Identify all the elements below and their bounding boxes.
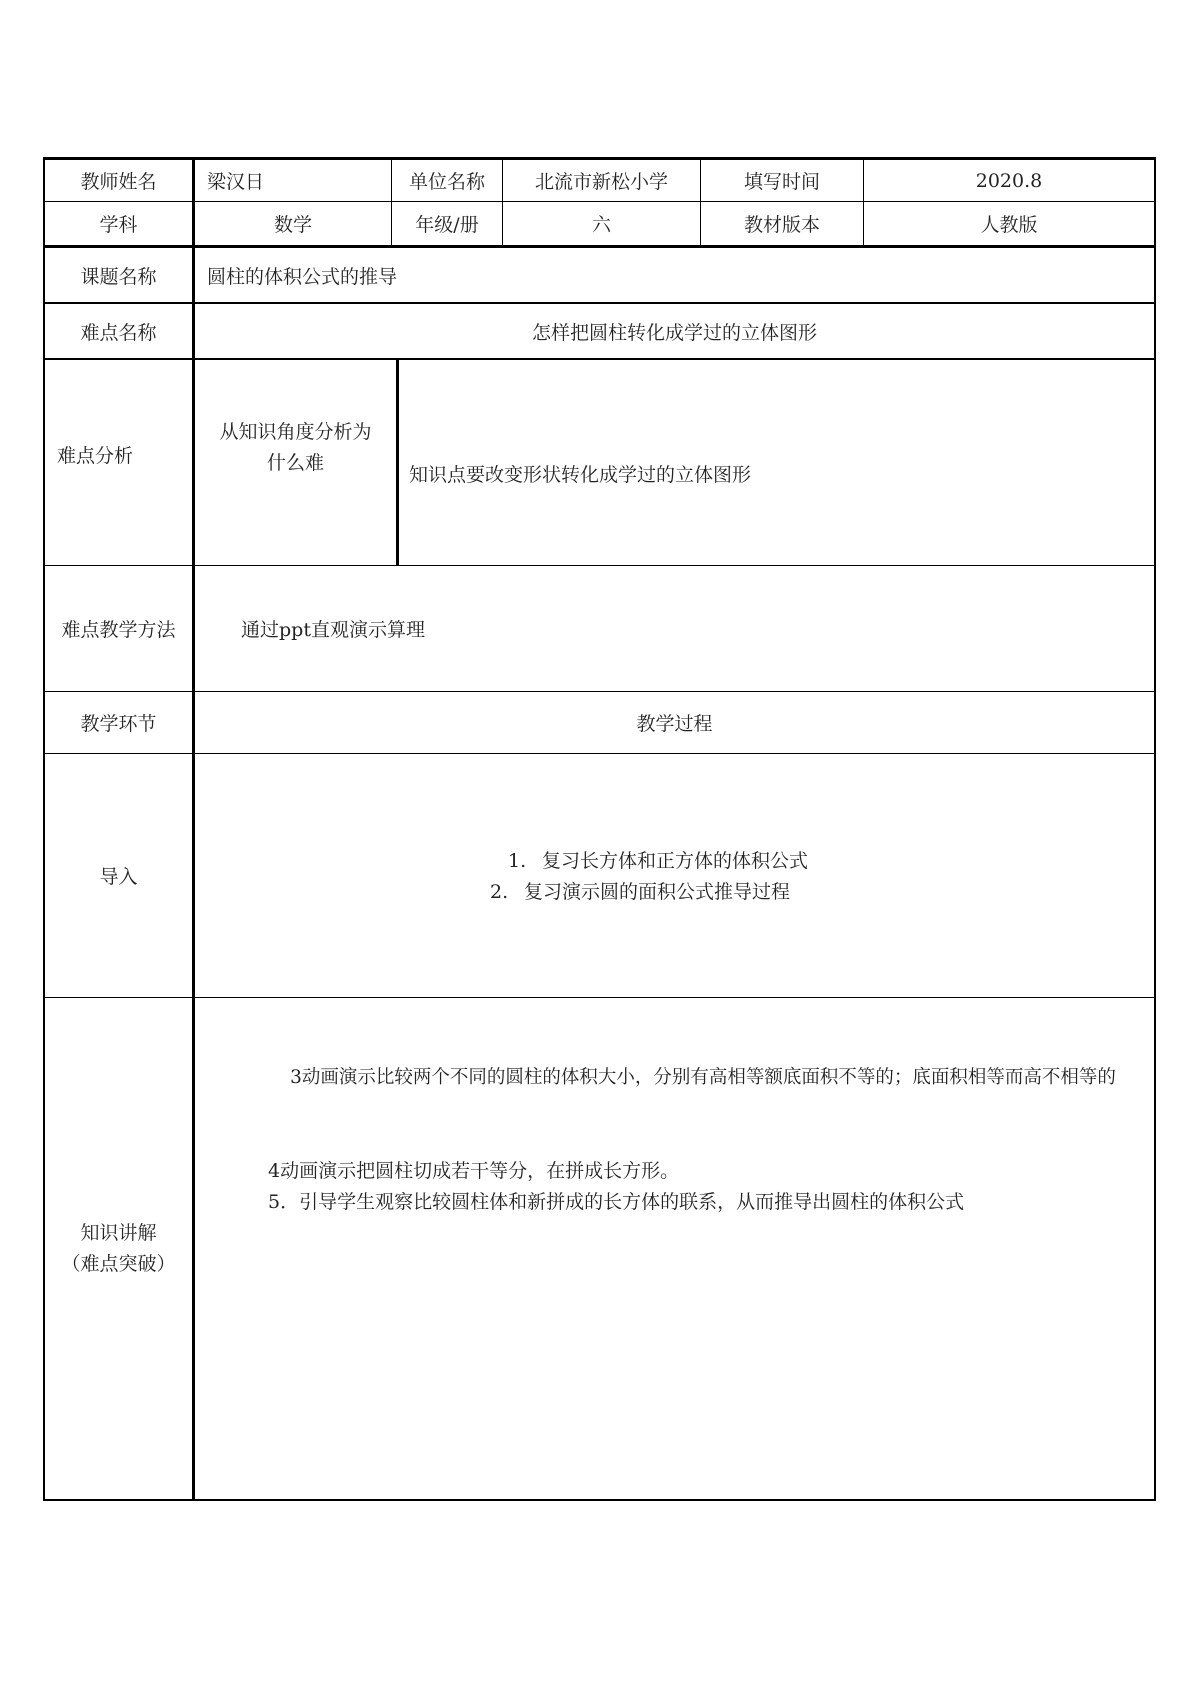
cell-text: 教学过程 [636, 713, 713, 735]
cell-text: 教师姓名 [80, 171, 157, 193]
fill-date-value [864, 160, 1154, 201]
analysis-value [399, 360, 1154, 565]
analysis-label [45, 360, 192, 565]
cell-text: 圆柱的体积公式的推导 [207, 265, 398, 288]
difficulty-label [45, 304, 192, 358]
explain-item-4 [268, 1156, 1138, 1187]
cell-text: 数学 [273, 214, 312, 236]
list-number: 1. [508, 850, 527, 872]
cell-text: 北流市新松小学 [534, 171, 668, 193]
edition-value [864, 202, 1154, 245]
cell-text: 教材版本 [743, 214, 820, 236]
teacher-name-label [45, 160, 192, 201]
cell-text: 从知识角度分析为什么难 [219, 420, 372, 474]
cell-text: 知识讲解 [80, 1221, 157, 1244]
cell-text: 难点名称 [80, 321, 157, 344]
cell-text: 难点分析 [57, 445, 134, 467]
topic-value [195, 248, 1154, 302]
cell-text: 怎样把圆柱转化成学过的立体图形 [531, 321, 817, 344]
grade-label [392, 202, 502, 245]
cell-text: 填写时间 [743, 171, 820, 193]
fill-date-label [701, 160, 863, 201]
list-text: 复习演示圆的面积公式推导过程 [524, 881, 791, 903]
grade-value [503, 202, 700, 245]
explain-item-5 [268, 1187, 1138, 1218]
cell-text: 知识点要改变形状转化成学过的立体图形 [409, 464, 752, 486]
intro-list [490, 846, 808, 908]
cell-text: 课题名称 [80, 265, 157, 288]
topic-label [45, 248, 192, 302]
edition-label [701, 202, 863, 245]
analysis-sub-label [195, 360, 396, 565]
rule [43, 997, 1156, 998]
cell-text: 5．引导学生观察比较圆柱体和新拼成的长方体的联系，从而推导出圆柱的体积公式 [268, 1191, 965, 1213]
explain-label [45, 998, 192, 1499]
cell-text: 人教版 [980, 214, 1038, 236]
cell-text: 学科 [99, 214, 138, 236]
process-label [45, 692, 192, 753]
unit-name-label [392, 160, 502, 201]
cell-text: 年级/册 [415, 214, 479, 236]
cell-text: 教学环节 [80, 713, 157, 735]
difficulty-value [195, 304, 1154, 358]
intro-label [45, 754, 192, 997]
process-value [195, 692, 1154, 753]
teacher-name-value [195, 160, 391, 201]
list-item [490, 846, 808, 877]
cell-text: 3动画演示比较两个不同的圆柱的体积大小，分别有高相等额底面积不等的；底面积相等而高不相等的 [290, 1067, 1116, 1088]
subject-value [195, 202, 391, 245]
list-number: 2. [490, 881, 509, 903]
rule [43, 753, 1156, 754]
cell-text: 导入 [99, 866, 138, 888]
rule [192, 157, 195, 1501]
rule [43, 1499, 1156, 1501]
cell-text: （难点突破） [61, 1252, 176, 1275]
cell-text: 六 [591, 214, 611, 236]
method-value [195, 566, 1154, 691]
cell-text: 2020.8 [975, 169, 1043, 192]
cell-text: 难点教学方法 [61, 619, 176, 641]
list-item [490, 877, 808, 908]
cell-text: 通过ppt直观演示算理 [241, 619, 425, 641]
method-label [45, 566, 192, 691]
cell-text: 4动画演示把圆柱切成若干等分，在拼成长方形。 [268, 1160, 680, 1182]
cell-text: 单位名称 [408, 171, 485, 193]
explain-item-3 [268, 1062, 1138, 1093]
rule [1154, 157, 1156, 1501]
subject-label [45, 202, 192, 245]
list-text: 复习长方体和正方体的体积公式 [542, 850, 809, 872]
unit-name-value [503, 160, 700, 201]
cell-text: 梁汉日 [207, 171, 265, 193]
